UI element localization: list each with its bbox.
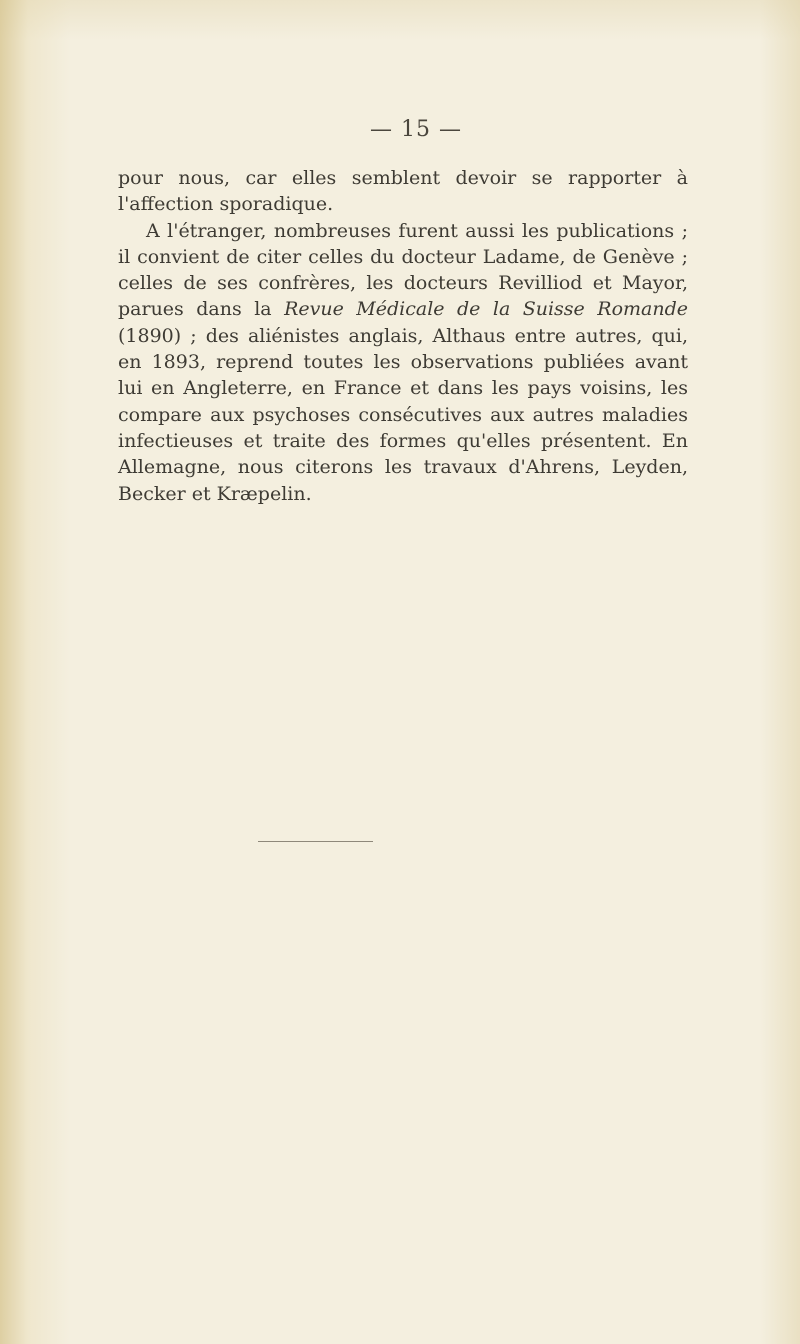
footnote-rule <box>258 841 373 842</box>
paragraph-2 <box>118 218 688 507</box>
journal-title: Revue Médicale de la Suisse Romande <box>284 298 688 321</box>
body-text <box>118 165 688 507</box>
paragraph-2-end: (1890) ; des aliénistes anglais, Althaus entre autres, qui, en 1893, reprend toutes les observations publiées avant lui en Angleterre, en France et dans les pays voisins, les compare aux psychoses consécutives aux autres maladies infectieuses et traite des formes qu'elles présentent. En Allemagne, nous citerons les travaux d'Ahrens, Leyden, Becker et Kræpelin. <box>118 324 688 505</box>
paragraph-2-start: A l'étranger, nombreuses furent aussi les publications ; il convient de citer celles du docteur Ladame, de Genève ; celles de ses confrères, les docteurs Revilliod et Mayor, parues dans la <box>118 219 688 321</box>
paragraph-1 <box>118 165 688 218</box>
page-number: — 15 — <box>370 117 462 142</box>
paragraph-1-text: pour nous, car elles semblent devoir se rapporter à l'affection sporadique. <box>118 167 688 216</box>
